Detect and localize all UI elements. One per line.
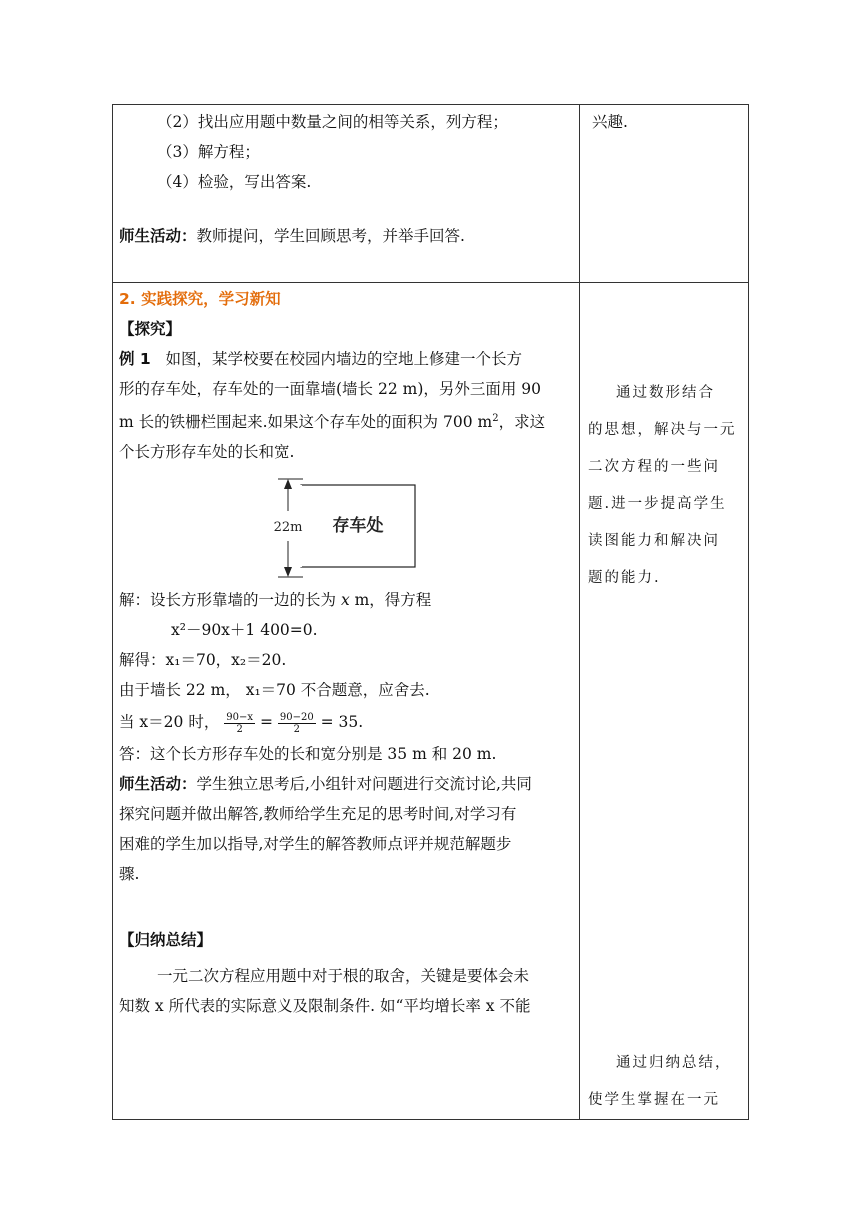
step-2: （2）找出应用题中数量之间的相等关系，列方程； <box>157 113 508 131</box>
equation: x²－90x＋1 400=0. <box>171 621 318 640</box>
parking-box-label: 存车处 <box>332 516 384 537</box>
step-3: （3）解方程； <box>157 143 260 161</box>
fraction-2: $\frac{90-20}{2}$ <box>279 711 314 735</box>
solution-intro: 解：设长方形靠墙的一边的长为 x m，得方程 <box>119 591 432 610</box>
side-note-2-line-6: 题的能力. <box>588 570 661 586</box>
side-note-2-line-3: 二次方程的一些问 <box>588 459 720 475</box>
side-note-3-line-2: 使学生掌握在一元 <box>588 1092 720 1108</box>
activity2-line-1: 师生活动：学生独立思考后,小组针对问题进行交流讨论,共同 <box>119 775 532 794</box>
answer: 答：这个长方形存车处的长和宽分别是 35 m 和 20 m. <box>119 745 497 764</box>
activity-text: 教师提问，学生回顾思考，并举手回答. <box>196 227 465 245</box>
roots: 解得：x₁＝70，x₂＝20. <box>119 651 287 670</box>
side-note-2-line-1: 通过数形结合 <box>616 385 715 401</box>
side-note-2-line-5: 读图能力和解决问 <box>588 533 720 549</box>
section-heading: 2. 实践探究，学习新知 <box>119 290 281 308</box>
side-note-3-line-1: 通过归纳总结， <box>616 1055 732 1071</box>
explore-label: 【探究】 <box>119 320 182 338</box>
side-note-2-line-4: 题.进一步提高学生 <box>588 496 727 512</box>
activity2-line-2: 探究问题并做出解答,教师给学生充足的思考时间,对学习有 <box>119 805 517 824</box>
parking-figure <box>113 467 579 585</box>
side-cell-1 <box>580 105 749 283</box>
table-row-1 <box>113 105 749 283</box>
side-cell-2 <box>580 283 749 1120</box>
activity2-line-4: 骤. <box>119 865 140 884</box>
arrow-down-icon <box>284 567 292 577</box>
fraction-1: $\frac{90-x}{2}$ <box>226 711 254 735</box>
activity-line-1 <box>113 221 579 251</box>
summary-label: 【归纳总结】 <box>119 931 213 950</box>
parking-diagram <box>113 467 579 585</box>
table-row-2 <box>113 283 749 1120</box>
reject-root: 由于墙长 22 m， x₁＝70 不合题意，应舍去. <box>119 681 430 700</box>
summary-line-2: 知数 x 所代表的实际意义及限制条件. 如“平均增长率 x 不能 <box>119 997 531 1016</box>
side-note-1: 兴趣. <box>592 113 628 131</box>
activity2-line-3: 困难的学生加以指导,对学生的解答教师点评并规范解题步 <box>119 835 512 854</box>
arrow-up-icon <box>284 479 292 489</box>
example-line-1: 例 1 如图，某学校要在校园内墙边的空地上修建一个长方 <box>119 350 522 368</box>
lesson-table <box>112 104 749 1120</box>
example-line-3: m 长的铁栅栏围起来.如果这个存车处的面积为 700 $m^2$，求这 <box>119 413 546 432</box>
wall-length-label: 22m <box>273 520 303 536</box>
summary-line-1: 一元二次方程应用题中对于根的取舍，关键是要体会未 <box>157 967 530 986</box>
side-note-2-line-2: 的思想，解决与一元 <box>588 422 737 438</box>
step-4: （4）检验，写出答案. <box>157 173 312 191</box>
example-label: 例 1 <box>119 350 151 368</box>
main-cell-1 <box>113 105 580 283</box>
main-cell-2 <box>113 283 580 1120</box>
substitution: 当 x＝20 时， $\frac{90-x}{2}$ = $\frac{90-20}{2}$ = 35. <box>119 711 364 735</box>
activity-label: 师生活动： <box>119 227 197 245</box>
example-line-4: 个长方形存车处的长和宽. <box>119 443 295 462</box>
example-line-2: 形的存车处，存车处的一面靠墙(墙长 22 m)，另外三面用 90 <box>119 380 542 398</box>
